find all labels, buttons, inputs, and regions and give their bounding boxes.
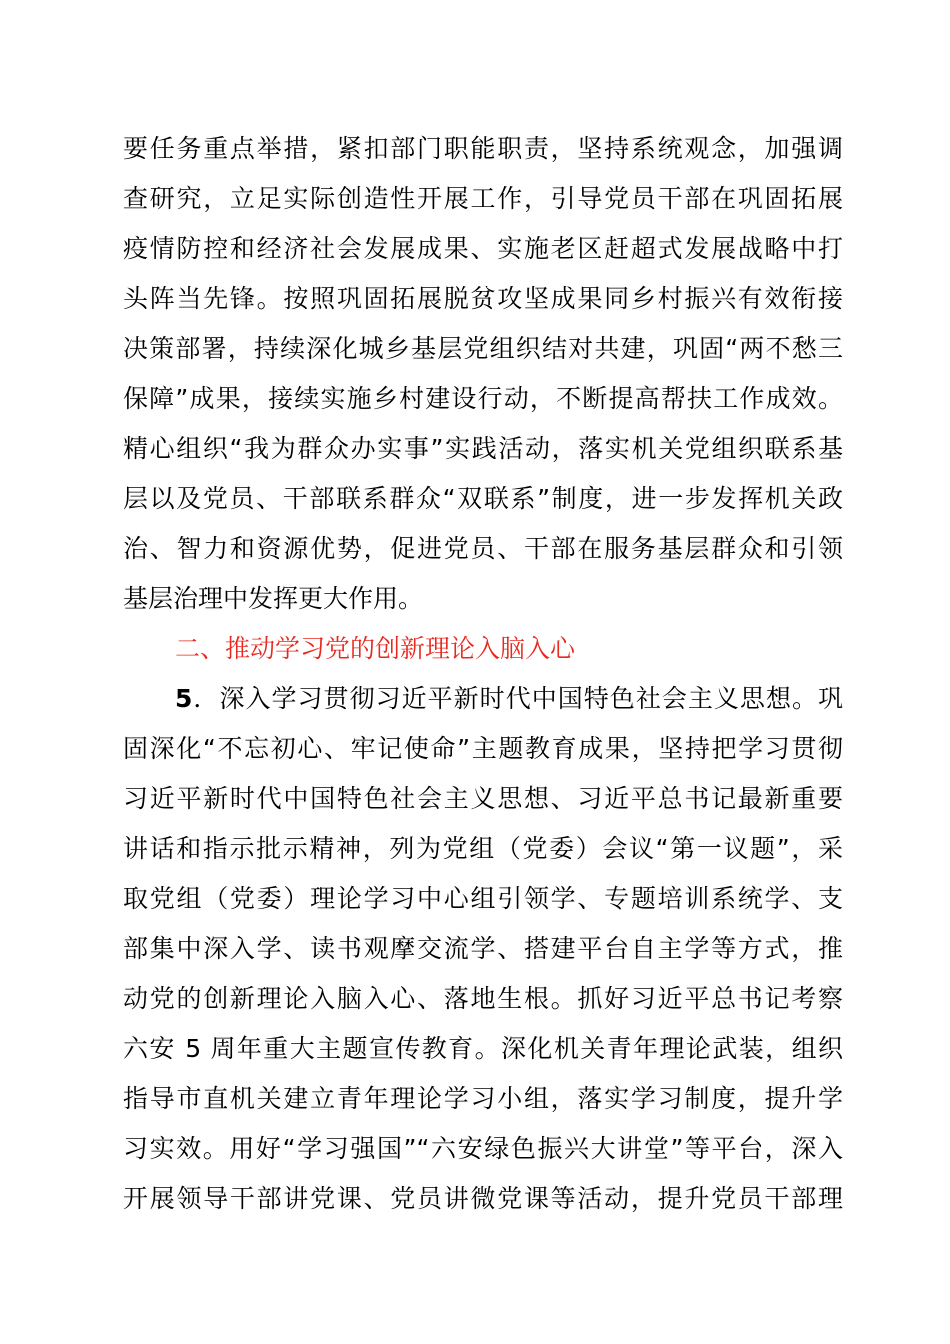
text-line: 取党组（党委）理论学习中心组引领学、专题培训系统学、支 <box>123 884 843 913</box>
text-line: 查研究，立足实际创造性开展工作，引导党员干部在巩固拓展 <box>123 184 843 213</box>
text-line: 基层治理中发挥更大作用。 <box>123 584 424 613</box>
text-line: 保障”成果，接续实施乡村建设行动，不断提高帮扶工作成效。 <box>123 384 843 413</box>
text-line: 层以及党员、干部联系群众“双联系”制度，进一步发挥机关政 <box>123 484 843 513</box>
text-line: 治、智力和资源优势，促进党员、干部在服务基层群众和引领 <box>123 534 843 563</box>
text-line: 部集中深入学、读书观摩交流学、搭建平台自主学等方式，推 <box>123 934 843 963</box>
text-line: 习实效。用好“学习强国”“六安绿色振兴大讲堂”等平台，深入 <box>123 1134 843 1163</box>
text-line: 精心组织“我为群众办实事”实践活动，落实机关党组织联系基 <box>123 434 843 463</box>
section-heading: 二、推动学习党的创新理论入脑入心 <box>175 634 576 663</box>
text-line: 讲话和指示批示精神，列为党组（党委）会议“第一议题”，采 <box>123 834 843 863</box>
text-line: 习近平新时代中国特色社会主义思想、习近平总书记最新重要 <box>123 784 843 813</box>
text-line: 开展领导干部讲党课、党员讲微党课等活动，提升党员干部理 <box>123 1184 843 1213</box>
text-line <box>175 683 843 715</box>
text-line: 要任务重点举措，紧扣部门职能职责，坚持系统观念，加强调 <box>123 134 843 163</box>
text-line: 决策部署，持续深化城乡基层党组织结对共建，巩固“两不愁三 <box>123 334 843 363</box>
item-number: 5 <box>175 684 193 713</box>
item-title: ．深入学习贯彻习近平新时代中国特色社会主义思想。巩 <box>192 684 843 713</box>
text-line: 六安 5 周年重大主题宣传教育。深化机关青年理论武装，组织 <box>123 1034 843 1063</box>
text-line: 指导市直机关建立青年理论学习小组，落实学习制度，提升学 <box>123 1084 843 1113</box>
text-line: 动党的创新理论入脑入心、落地生根。抓好习近平总书记考察 <box>123 984 843 1013</box>
text-line: 固深化“不忘初心、牢记使命”主题教育成果，坚持把学习贯彻 <box>123 734 843 763</box>
text-line: 头阵当先锋。按照巩固拓展脱贫攻坚成果同乡村振兴有效衔接 <box>123 284 843 313</box>
text-line: 疫情防控和经济社会发展成果、实施老区赶超式发展战略中打 <box>123 234 843 263</box>
